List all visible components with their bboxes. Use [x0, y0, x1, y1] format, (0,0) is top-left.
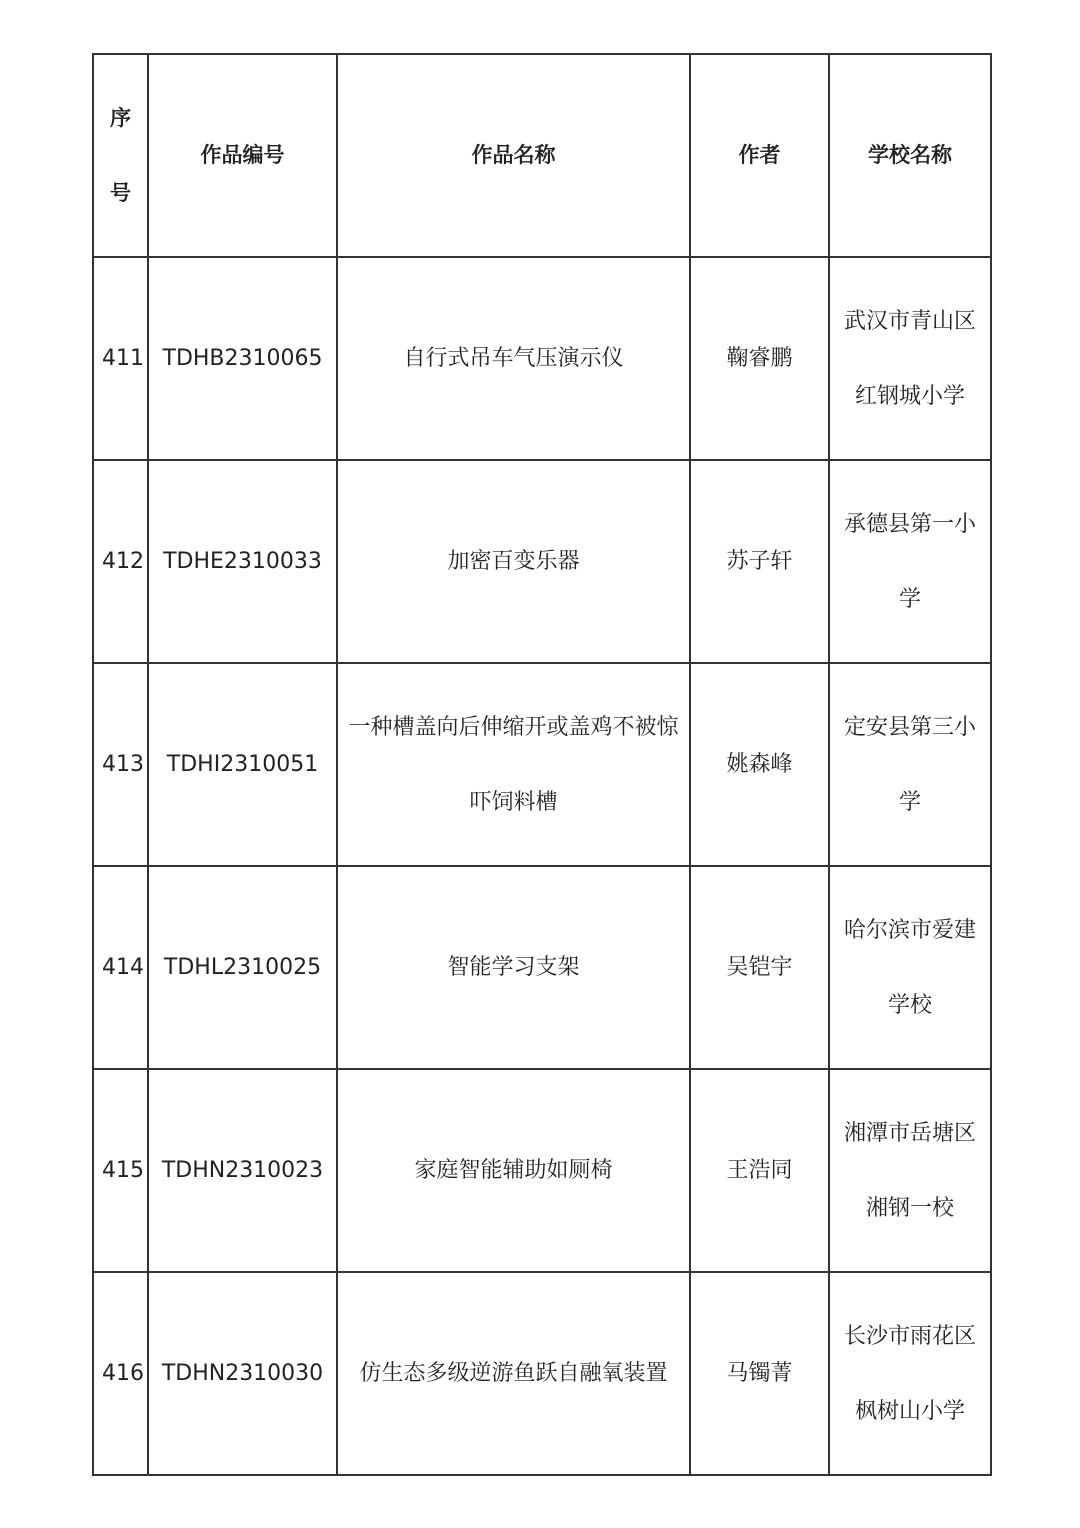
table-row	[93, 663, 991, 866]
cell-author: 苏子轩	[690, 460, 829, 663]
award-table-container	[92, 53, 990, 1476]
cell-name: 家庭智能辅助如厕椅	[337, 1069, 690, 1272]
cell-school: 湘潭市岳塘区湘钢一校	[829, 1069, 991, 1272]
cell-school: 武汉市青山区红钢城小学	[829, 257, 991, 460]
cell-index: 415	[93, 1069, 148, 1272]
cell-code: TDHI2310051	[148, 663, 337, 866]
cell-school: 长沙市雨花区枫树山小学	[829, 1272, 991, 1475]
cell-code: TDHB2310065	[148, 257, 337, 460]
cell-author: 吴铠宇	[690, 866, 829, 1069]
cell-index: 413	[93, 663, 148, 866]
cell-index: 416	[93, 1272, 148, 1475]
cell-author: 王浩同	[690, 1069, 829, 1272]
cell-code: TDHL2310025	[148, 866, 337, 1069]
cell-index: 414	[93, 866, 148, 1069]
cell-code: TDHE2310033	[148, 460, 337, 663]
cell-code: TDHN2310030	[148, 1272, 337, 1475]
header-school: 学校名称	[829, 54, 991, 257]
award-table	[92, 53, 992, 1476]
cell-school: 承德县第一小学	[829, 460, 991, 663]
header-code: 作品编号	[148, 54, 337, 257]
cell-name: 仿生态多级逆游鱼跃自融氧装置	[337, 1272, 690, 1475]
cell-author: 鞠睿鹏	[690, 257, 829, 460]
cell-school: 定安县第三小学	[829, 663, 991, 866]
cell-name: 加密百变乐器	[337, 460, 690, 663]
cell-name: 一种槽盖向后伸缩开或盖鸡不被惊吓饲料槽	[337, 663, 690, 866]
table-row	[93, 1069, 991, 1272]
cell-name: 自行式吊车气压演示仪	[337, 257, 690, 460]
cell-author: 姚森峰	[690, 663, 829, 866]
cell-index: 412	[93, 460, 148, 663]
cell-school: 哈尔滨市爱建学校	[829, 866, 991, 1069]
cell-name: 智能学习支架	[337, 866, 690, 1069]
table-row	[93, 1272, 991, 1475]
cell-code: TDHN2310023	[148, 1069, 337, 1272]
header-name: 作品名称	[337, 54, 690, 257]
table-row	[93, 866, 991, 1069]
table-row	[93, 460, 991, 663]
cell-author: 马镯菁	[690, 1272, 829, 1475]
header-author: 作者	[690, 54, 829, 257]
table-row	[93, 257, 991, 460]
table-header-row	[93, 54, 991, 257]
cell-index: 411	[93, 257, 148, 460]
header-index: 序号	[93, 54, 148, 257]
